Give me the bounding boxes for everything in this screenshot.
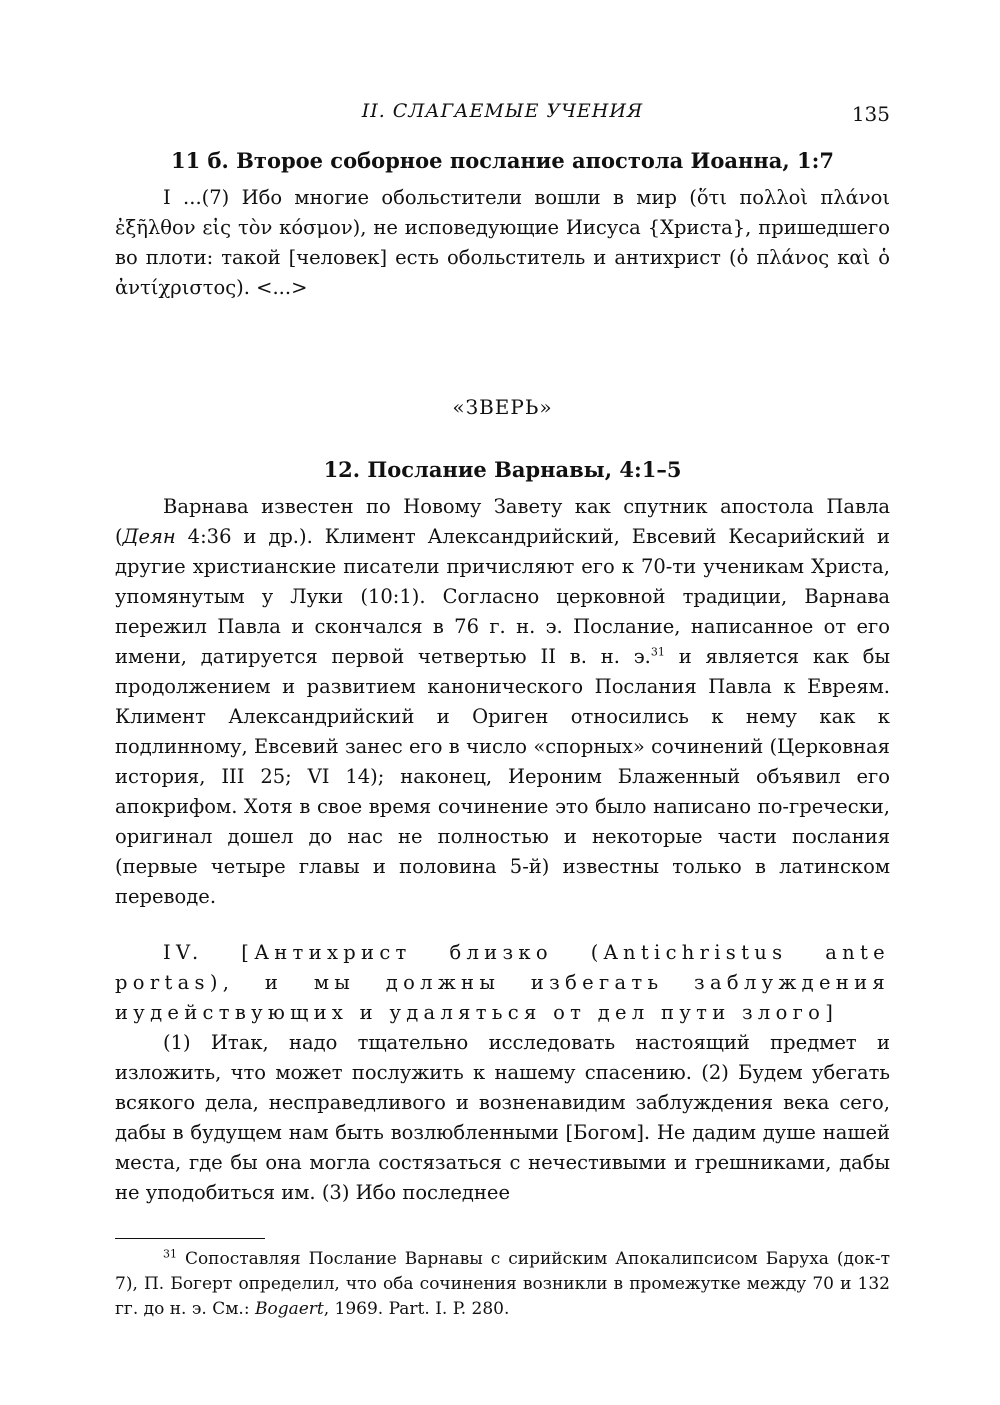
footnote-text-1: Сопоставляя Послание Варнавы с сирийским Апокалипсисом Баруха (док-т 7), П. Богерт определил, что оба сочинения возникли в промежутке между 70 и 132 гг. до н. э. См.:	[115, 1249, 890, 1319]
beast-heading: «ЗВЕРЬ»	[452, 395, 553, 419]
intro-part-2: 4:36 и др.). Климент Александрийский, Евсевий Кесарийский и другие христианские писатели причисляют его к 70-ти ученикам Христа, упомянутым у Луки (10:1). Согласно церковной традиции, Варнава пережил Павла и скончался в 76 г. н. э. Послание, написанное от его имени, датируется первой четвертью II в. н. э.	[115, 525, 890, 668]
section-12-heading: 12. Послание Варнавы, 4:1–5	[323, 457, 682, 482]
intro-part-3: и является как бы продолжением и развитием канонического Послания Павла к Евреям. Климент Александрийский и Ориген относились к нему как к подлинному, Евсевий занес его в число «спорных» сочинений (Церковная история, III 25; VI 14); наконец, Иероним Блаженный объявил его апокрифом. Хотя в свое время сочинение это было написано по-гречески, оригинал дошел до нас не полностью и некоторые части послания (первые четыре главы и половина 5-й) известны только в латинском переводе.	[115, 645, 890, 908]
intro-part-1: Варнава известен по Новому Завету как спутник апостола Павла (	[115, 495, 890, 548]
footnote-divider	[115, 1238, 265, 1239]
page	[115, 100, 890, 1322]
section-12-intro	[115, 492, 890, 912]
footnote-text-2: , 1969. Part. I. P. 280.	[323, 1299, 510, 1319]
section-11-text: I ...(7) Ибо многие обольстители вошли в мир (ὅτι πολλοὶ πλάνοι ἐξῆλθον εἰς τὸν κόσμον), не исповедующие Иисуса {Христа}, пришедшего во плоти: такой [человек] есть обольститель и антихрист (ὁ πλάνος καὶ ὁ ἀντίχριστος). <...>	[115, 186, 890, 299]
footnote	[115, 1247, 890, 1322]
page-number: 135	[851, 102, 890, 126]
chapter-title: IV. [Антихрист близко (Antichristus ante portas), и мы должны избегать заблуждения иудействующих и удаляться от дел пути злого]	[115, 941, 890, 1024]
running-title: II. СЛАГАЕМЫЕ УЧЕНИЯ	[361, 100, 644, 122]
intro-reference: Деян	[122, 525, 176, 548]
section-11-heading: 11 б. Второе соборное послание апостола Иоанна, 1:7	[171, 148, 834, 173]
footnote-ref: 31	[650, 645, 665, 659]
running-head	[115, 100, 890, 140]
footnote-author: Bogaert	[254, 1299, 324, 1319]
footnote-mark: 31	[163, 1247, 177, 1261]
chapter-text: (1) Итак, надо тщательно исследовать настоящий предмет и изложить, что может послужить к нашему спасению. (2) Будем убегать всякого дела, несправедливого и возненавидим заблуждения века сего, дабы в будущем нам быть возлюбленными [Богом]. Не дадим душе нашей места, где бы она могла состязаться с нечестивыми и грешниками, дабы не уподобиться им. (3) Ибо последнее	[115, 1031, 890, 1204]
